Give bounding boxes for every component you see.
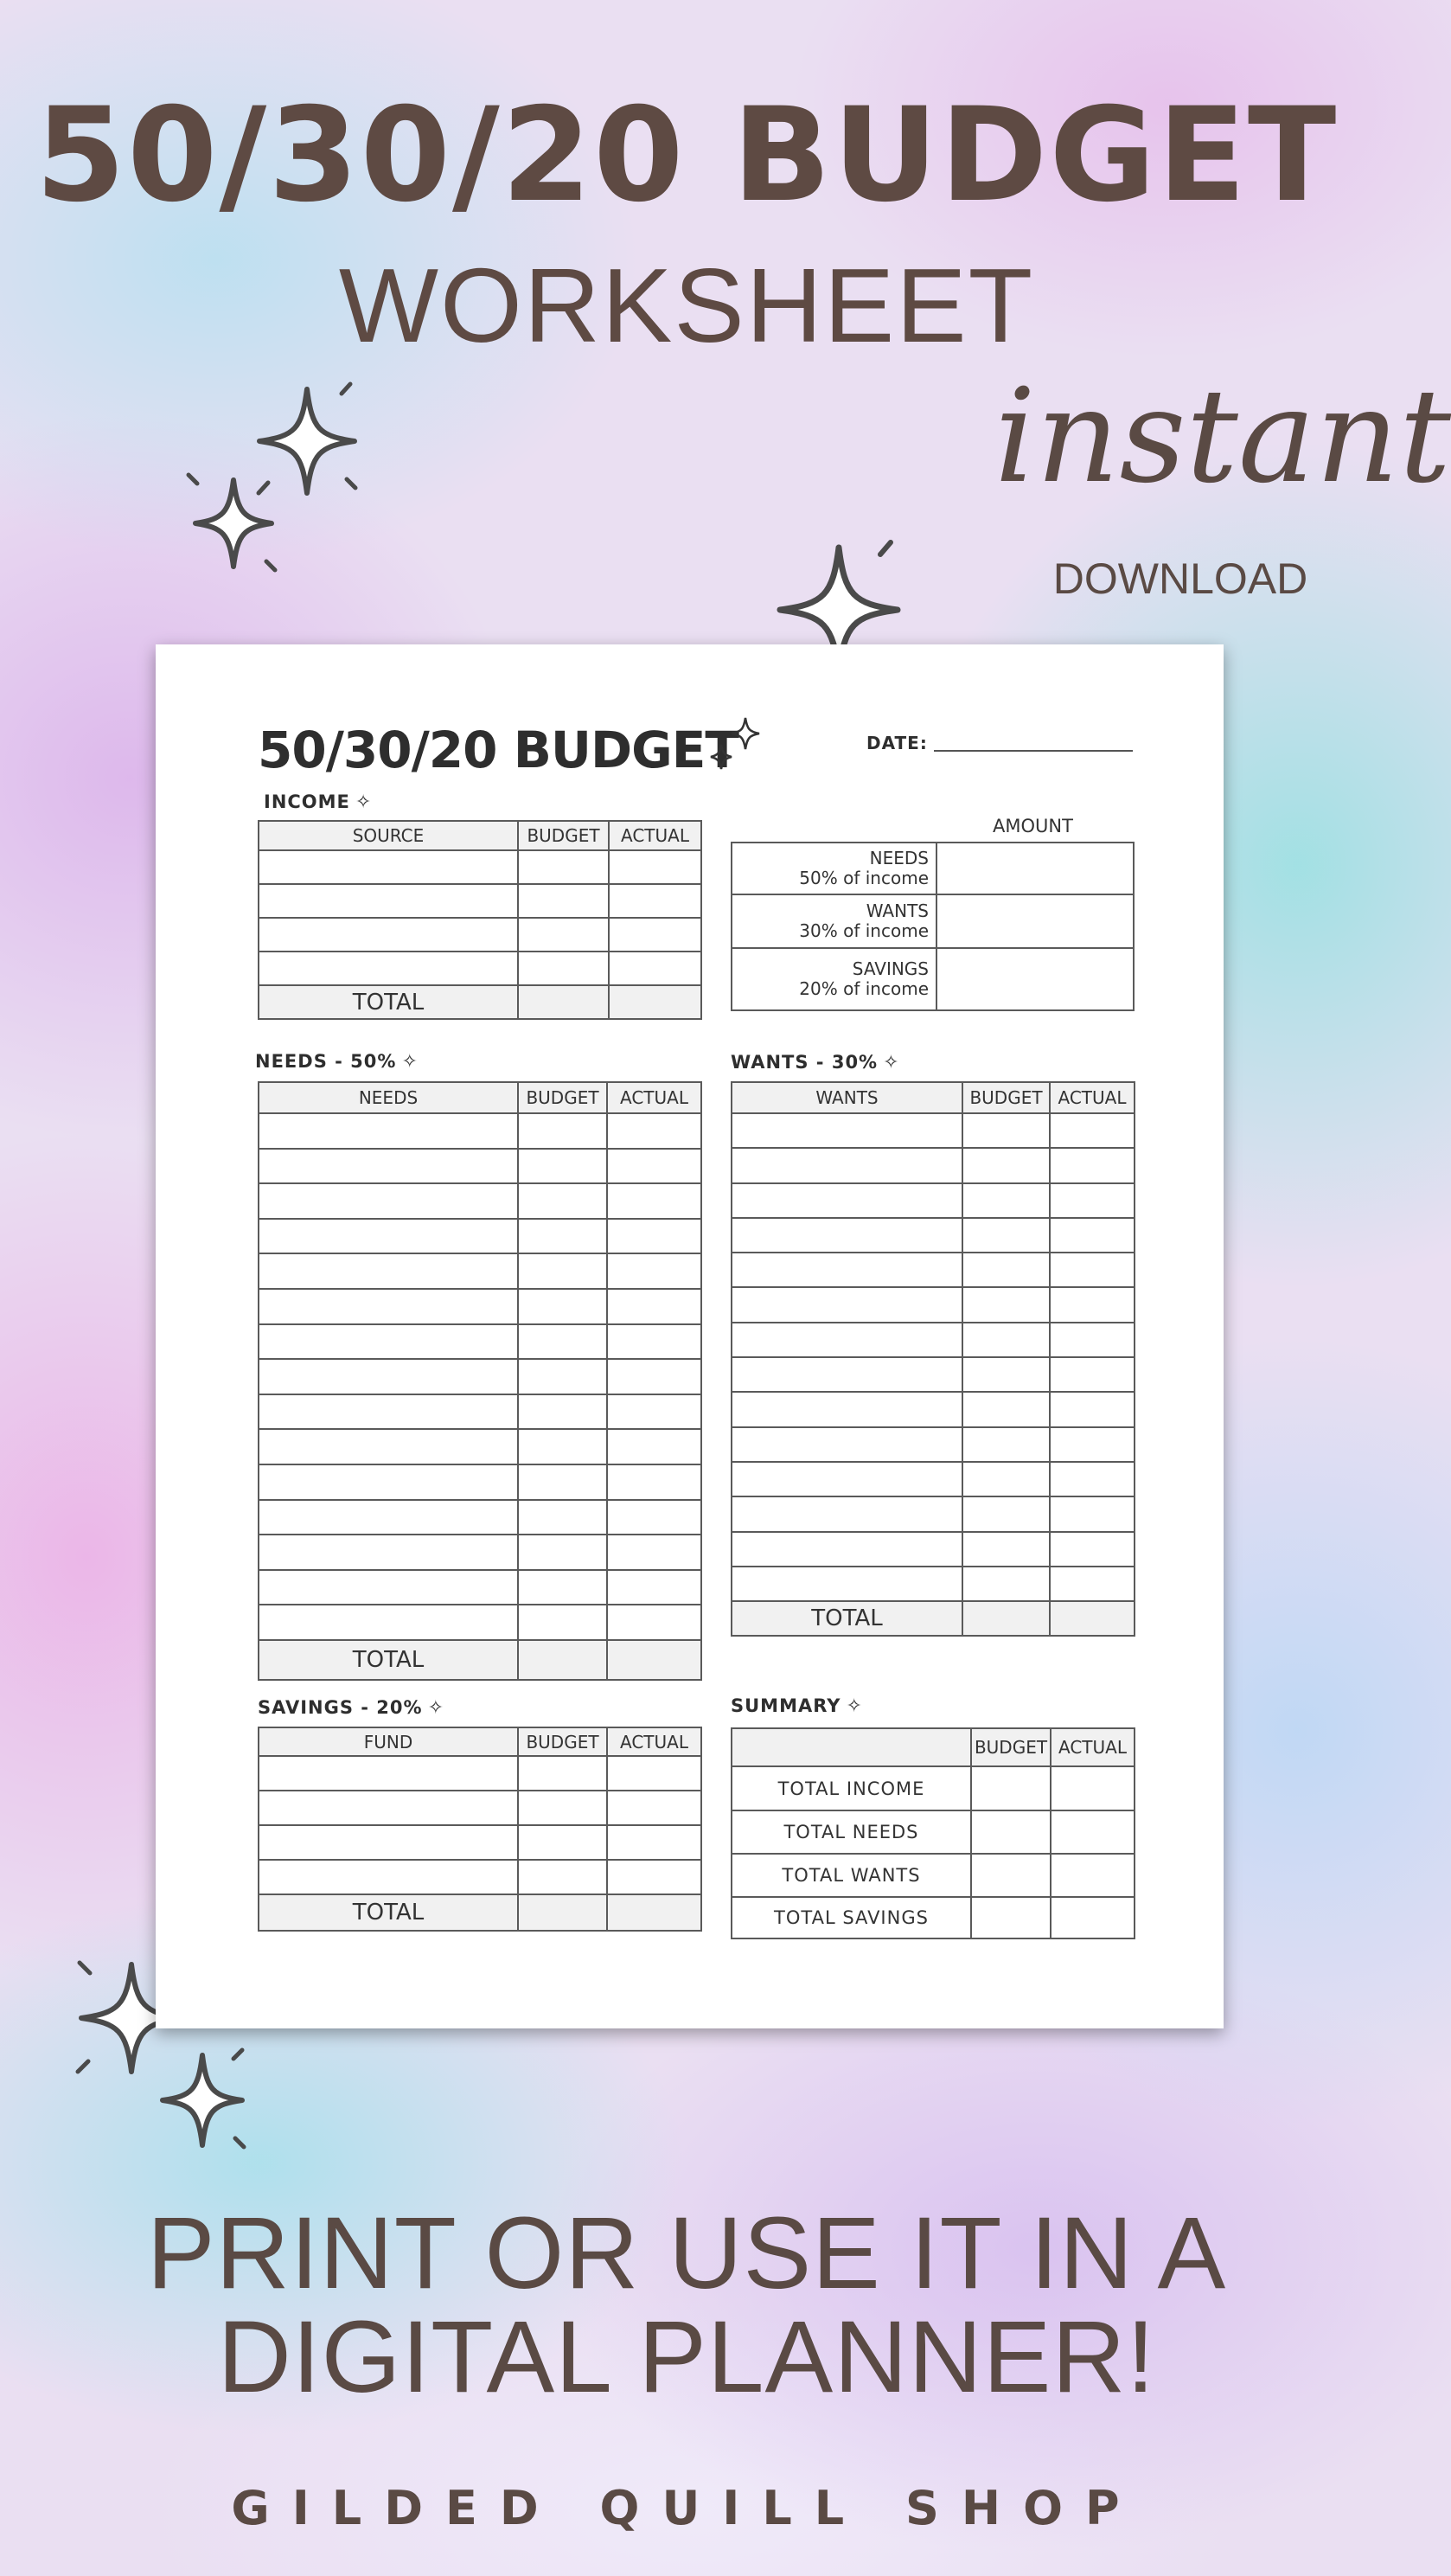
table-row[interactable] (732, 1148, 1135, 1182)
needs-table (258, 1081, 702, 1681)
total-label: TOTAL (259, 1640, 518, 1680)
needs-total-row (259, 1640, 701, 1680)
summary-label: TOTAL WANTS (732, 1854, 971, 1897)
income-heading: INCOME ✧ (264, 791, 373, 813)
table-row[interactable] (259, 1149, 701, 1184)
allocation-name: SAVINGS (852, 958, 929, 979)
col-budget: BUDGET (518, 821, 609, 850)
col-actual: ACTUAL (609, 821, 701, 850)
amount-cell[interactable] (936, 894, 1134, 948)
summary-label: TOTAL NEEDS (732, 1810, 971, 1854)
total-label: TOTAL (259, 985, 518, 1019)
table-row[interactable] (732, 1496, 1135, 1531)
summary-budget-cell[interactable] (971, 1854, 1051, 1897)
table-row[interactable] (259, 884, 701, 918)
table-row[interactable] (732, 1183, 1135, 1218)
savings-heading: SAVINGS - 20% ✧ (258, 1697, 444, 1719)
allocation-note: 30% of income (799, 920, 929, 941)
amount-cell[interactable] (936, 948, 1134, 1010)
sparkle-icon: ✧ (401, 1051, 419, 1073)
table-row[interactable] (259, 1219, 701, 1254)
sparkle-icon (702, 714, 771, 779)
table-row[interactable] (259, 1464, 701, 1500)
amount-cell[interactable] (936, 843, 1134, 894)
instant-script-text: instant (994, 362, 1451, 512)
table-row[interactable] (732, 1462, 1135, 1496)
summary-row (732, 1854, 1135, 1897)
summary-label: TOTAL SAVINGS (732, 1897, 971, 1938)
table-row[interactable] (259, 1394, 701, 1430)
wants-header-row (732, 1082, 1135, 1113)
summary-table (731, 1727, 1135, 1939)
table-row[interactable] (259, 1183, 701, 1219)
needs-header-row (259, 1082, 701, 1113)
table-row[interactable] (732, 1357, 1135, 1392)
footer-line-2: DIGITAL PLANNER! (217, 2300, 1156, 2415)
table-row[interactable] (259, 1113, 701, 1149)
summary-header-row (732, 1728, 1135, 1766)
allocation-name: WANTS (866, 900, 929, 921)
table-row[interactable] (259, 952, 701, 985)
table-row[interactable] (259, 1324, 701, 1360)
table-row[interactable] (732, 1392, 1135, 1426)
col-budget: BUDGET (962, 1082, 1050, 1113)
sparkle-icon: ✧ (355, 791, 373, 813)
summary-actual-cell[interactable] (1051, 1854, 1135, 1897)
table-row[interactable] (259, 850, 701, 884)
table-row[interactable] (259, 1359, 701, 1394)
summary-actual-cell[interactable] (1051, 1897, 1135, 1938)
summary-row (732, 1897, 1135, 1938)
sparkle-icon: ✧ (883, 1052, 900, 1073)
col-actual: ACTUAL (1051, 1728, 1135, 1766)
table-row[interactable] (259, 1429, 701, 1464)
table-row[interactable] (732, 1287, 1135, 1322)
allocation-note: 50% of income (799, 868, 929, 888)
income-total-row (259, 985, 701, 1019)
banner-title: 50/30/20 BUDGET (35, 80, 1339, 231)
col-actual: ACTUAL (1050, 1082, 1135, 1113)
amount-label: AMOUNT (993, 816, 1073, 836)
date-line (934, 750, 1133, 752)
table-row[interactable] (732, 1218, 1135, 1253)
savings-header-row (259, 1727, 701, 1756)
col-actual: ACTUAL (607, 1082, 701, 1113)
col-budget: BUDGET (971, 1728, 1051, 1766)
wants-heading: WANTS - 30% ✧ (731, 1052, 900, 1073)
allocation-note: 20% of income (799, 978, 929, 999)
income-header-row (259, 821, 701, 850)
banner-subtitle: WORKSHEET (338, 247, 1035, 364)
table-row[interactable] (732, 1113, 1135, 1148)
sparkle-icon (149, 2041, 257, 2158)
sparkle-icon: ✧ (846, 1695, 863, 1717)
allocation-name: NEEDS (869, 848, 929, 868)
sparkle-icon: ✧ (427, 1697, 444, 1719)
table-row[interactable] (259, 1860, 701, 1894)
table-row[interactable] (259, 1825, 701, 1860)
table-row[interactable] (259, 918, 701, 952)
total-label: TOTAL (259, 1894, 518, 1931)
table-row[interactable] (259, 1500, 701, 1535)
summary-row (732, 1810, 1135, 1854)
table-row[interactable] (259, 1756, 701, 1791)
summary-actual-cell[interactable] (1051, 1810, 1135, 1854)
table-row[interactable] (259, 1791, 701, 1825)
table-row[interactable] (732, 1253, 1135, 1287)
table-row[interactable] (259, 1570, 701, 1605)
summary-budget-cell[interactable] (971, 1897, 1051, 1938)
worksheet-title: 50/30/20 BUDGET (258, 721, 738, 779)
col-budget: BUDGET (518, 1727, 607, 1756)
sparkle-icon (182, 467, 285, 580)
col-wants: WANTS (732, 1082, 962, 1113)
table-row[interactable] (259, 1253, 701, 1289)
col-budget: BUDGET (518, 1082, 607, 1113)
summary-label: TOTAL INCOME (732, 1766, 971, 1810)
summary-budget-cell[interactable] (971, 1810, 1051, 1854)
allocation-row-needs (732, 843, 1134, 894)
income-table (258, 820, 702, 1020)
date-label: DATE: (866, 733, 928, 753)
summary-actual-cell[interactable] (1051, 1766, 1135, 1810)
summary-budget-cell[interactable] (971, 1766, 1051, 1810)
footer-line-1: PRINT OR USE IT IN A (146, 2196, 1227, 2310)
table-row[interactable] (732, 1323, 1135, 1357)
col-fund: FUND (259, 1727, 518, 1756)
table-row[interactable] (259, 1535, 701, 1570)
total-label: TOTAL (732, 1601, 962, 1636)
summary-heading: SUMMARY ✧ (731, 1695, 863, 1717)
col-blank (732, 1728, 971, 1766)
table-row[interactable] (259, 1605, 701, 1640)
savings-total-row (259, 1894, 701, 1931)
table-row[interactable] (732, 1427, 1135, 1462)
summary-row (732, 1766, 1135, 1810)
savings-table (258, 1727, 702, 1932)
allocation-row-wants (732, 894, 1134, 948)
worksheet-page (156, 644, 1224, 2028)
table-row[interactable] (259, 1289, 701, 1324)
allocation-table (731, 842, 1135, 1011)
table-row[interactable] (732, 1567, 1135, 1601)
shop-name: GILDED QUILL SHOP (231, 2481, 1142, 2535)
needs-heading: NEEDS - 50% ✧ (255, 1051, 419, 1073)
download-text: DOWNLOAD (1052, 554, 1308, 603)
table-row[interactable] (732, 1532, 1135, 1567)
col-needs: NEEDS (259, 1082, 518, 1113)
allocation-row-savings (732, 948, 1134, 1010)
footer-tagline (0, 2196, 1373, 2415)
wants-total-row (732, 1601, 1135, 1636)
col-source: SOURCE (259, 821, 518, 850)
col-actual: ACTUAL (607, 1727, 701, 1756)
wants-table (731, 1081, 1135, 1637)
